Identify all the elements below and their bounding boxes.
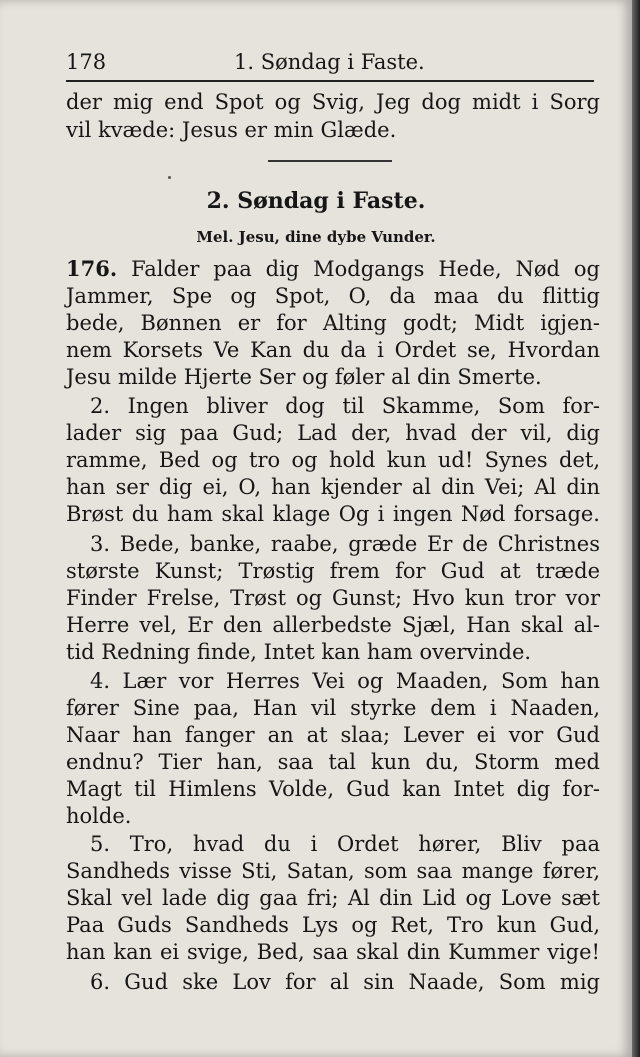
hymn-number: 176. bbox=[66, 256, 118, 281]
section-title: 2. Søndag i Faste. bbox=[206, 188, 426, 214]
hymn-line: Naar han fanger an at slaa; Lever ei vor Gud bbox=[66, 723, 600, 747]
header-rule bbox=[66, 80, 594, 82]
section-divider bbox=[268, 160, 392, 162]
hymn-line: Jesu milde Hjerte Ser og føler al din Smerte. bbox=[66, 365, 542, 389]
hymn-line: Herre vel, Er den allerbedste Sjæl, Han skal al- bbox=[66, 613, 600, 637]
hymn-line: 4. Lær vor Herres Vei og Maaden, Som han bbox=[90, 669, 600, 693]
page-number: 178 bbox=[66, 50, 107, 74]
melody-line: Mel. Jesu, dine dybe Vunder. bbox=[196, 228, 436, 246]
hymn-line: endnu? Tier han, saa tal kun du, Storm med bbox=[66, 750, 600, 774]
hymn-line: holde. bbox=[66, 804, 132, 828]
page-header bbox=[66, 50, 594, 80]
hymn-line: Skal vel lade dig gaa fri; Al din Lid og Love sæt bbox=[66, 886, 600, 910]
book-spine-shadow bbox=[632, 0, 640, 1057]
hymn-line: nem Korsets Ve Kan du da i Ordet se, Hvordan bbox=[66, 338, 600, 362]
continuation-line: vil kvæde: Jesus er min Glæde. bbox=[66, 118, 397, 142]
ink-speck bbox=[168, 176, 171, 179]
hymn-line: han ser dig ei, O, han kjender al din Vei; Al din bbox=[66, 475, 600, 499]
hymn-line: Sandheds visse Sti, Satan, som saa mange fører, bbox=[66, 859, 600, 883]
hymn-line: største Kunst; Trøstig frem for Gud at træde bbox=[66, 559, 600, 583]
hymn-line: 2. Ingen bliver dog til Skamme, Som for- bbox=[90, 394, 600, 418]
hymn-line bbox=[66, 255, 600, 283]
running-title: 1. Søndag i Faste. bbox=[234, 50, 425, 74]
hymn-line: Brøst du ham skal klage Og i ingen Nød forsage. bbox=[66, 502, 600, 526]
hymn-line: Jammer, Spe og Spot, O, da maa du flittig bbox=[66, 284, 600, 308]
hymn-line: 3. Bede, banke, raabe, græde Er de Christnes bbox=[90, 532, 600, 556]
hymn-line: bede, Bønnen er for Alting godt; Midt igjen- bbox=[66, 311, 600, 335]
hymn-line: 5. Tro, hvad du i Ordet hører, Bliv paa bbox=[90, 832, 600, 856]
hymn-line: Finder Frelse, Trøst og Gunst; Hvo kun tror vor bbox=[66, 586, 600, 610]
hymn-line: ramme, Bed og tro og hold kun ud! Synes det, bbox=[66, 448, 600, 472]
hymn-line: Magt til Himlens Volde, Gud kan Intet dig for- bbox=[66, 777, 600, 801]
hymn-line: Paa Guds Sandheds Lys og Ret, Tro kun Gud, bbox=[66, 913, 600, 937]
hymn-line-text: Falder paa dig Modgangs Hede, Nød og bbox=[131, 257, 600, 281]
continuation-line: der mig end Spot og Svig, Jeg dog midt i Sorg bbox=[66, 90, 600, 114]
hymn-line: fører Sine paa, Han vil styrke dem i Naaden, bbox=[66, 696, 600, 720]
hymn-line: 6. Gud ske Lov for al sin Naade, Som mig bbox=[90, 970, 600, 994]
hymn-line: lader sig paa Gud; Lad der, hvad der vil, dig bbox=[66, 421, 600, 445]
hymn-line: tid Redning finde, Intet kan ham overvinde. bbox=[66, 640, 532, 664]
hymn-line: han kan ei svige, Bed, saa skal din Kummer vige! bbox=[66, 940, 600, 964]
